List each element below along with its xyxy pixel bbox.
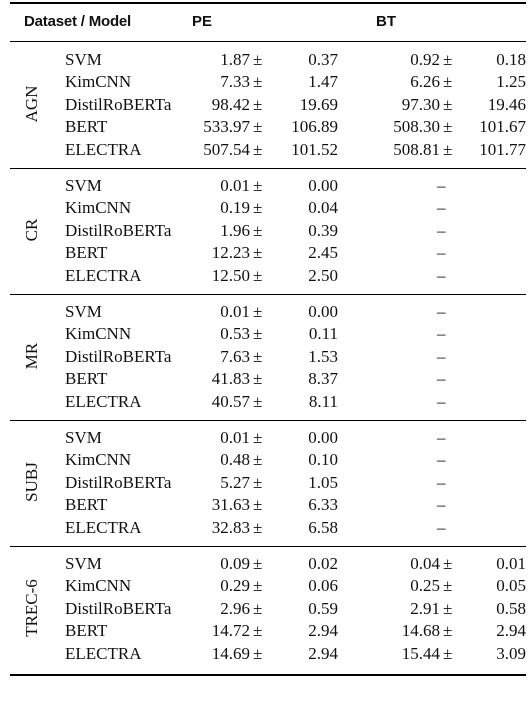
pe-mean: 12.23 bbox=[211, 243, 250, 263]
bt-mean: 0.04 bbox=[410, 554, 440, 573]
pe-mean: 31.63 bbox=[211, 495, 250, 515]
pe-mean: 5.27 bbox=[220, 472, 250, 492]
bt-mean: 0.92 bbox=[410, 50, 440, 69]
pe-mean: 32.83 bbox=[211, 517, 250, 537]
pe-pm: ± bbox=[253, 598, 263, 618]
bt-mean: 508.81 bbox=[393, 139, 440, 159]
pe-std: 106.89 bbox=[291, 117, 338, 137]
bt-mean: 15.44 bbox=[401, 643, 440, 663]
bt-std: 101.77 bbox=[479, 139, 526, 159]
pe-mean: 0.09 bbox=[220, 554, 250, 573]
model-name: KimCNN bbox=[65, 72, 132, 92]
pe-std: 1.47 bbox=[308, 72, 338, 92]
pe-std: 8.37 bbox=[308, 369, 338, 389]
bt-pm: ± bbox=[443, 50, 453, 69]
pe-mean: 0.29 bbox=[220, 576, 250, 596]
pe-pm: ± bbox=[253, 243, 263, 263]
bt-pm: ± bbox=[443, 621, 453, 641]
dataset-label: TREC-6 bbox=[22, 579, 41, 637]
pe-pm: ± bbox=[253, 621, 263, 641]
bt-std: 0.01 bbox=[496, 554, 526, 573]
model-name: ELECTRA bbox=[65, 517, 142, 537]
model-name: KimCNN bbox=[65, 198, 132, 218]
pe-std: 6.33 bbox=[308, 495, 338, 515]
pe-mean: 14.69 bbox=[211, 643, 250, 663]
pe-mean: 0.01 bbox=[220, 428, 250, 447]
header-dataset-model: Dataset / Model bbox=[24, 13, 132, 30]
pe-std: 101.52 bbox=[291, 139, 338, 159]
pe-pm: ± bbox=[253, 428, 263, 447]
bt-dash: – bbox=[437, 220, 446, 240]
model-name: SVM bbox=[65, 302, 102, 321]
pe-std: 1.05 bbox=[308, 472, 338, 492]
pe-std: 0.02 bbox=[308, 554, 338, 573]
group-rule bbox=[10, 294, 526, 295]
bt-dash: – bbox=[437, 391, 446, 411]
bt-dash: – bbox=[437, 450, 446, 470]
pe-mean: 1.87 bbox=[220, 50, 250, 69]
bottom-rule bbox=[10, 674, 526, 676]
pe-pm: ± bbox=[253, 198, 263, 218]
pe-pm: ± bbox=[253, 495, 263, 515]
model-name: DistilRoBERTa bbox=[65, 94, 172, 114]
pe-mean: 7.63 bbox=[220, 346, 250, 366]
bt-mean: 97.30 bbox=[401, 94, 440, 114]
bt-dash: – bbox=[437, 265, 446, 285]
pe-pm: ± bbox=[253, 302, 263, 321]
model-name: DistilRoBERTa bbox=[65, 472, 172, 492]
bt-dash: – bbox=[437, 428, 446, 447]
pe-mean: 0.48 bbox=[220, 450, 250, 470]
pe-std: 0.06 bbox=[308, 576, 338, 596]
bt-pm: ± bbox=[443, 72, 453, 92]
bt-pm: ± bbox=[443, 117, 453, 137]
pe-std: 2.94 bbox=[308, 621, 338, 641]
pe-std: 19.69 bbox=[299, 94, 338, 114]
pe-std: 1.53 bbox=[308, 346, 338, 366]
bt-std: 19.46 bbox=[487, 94, 526, 114]
pe-mean: 507.54 bbox=[203, 139, 250, 159]
pe-mean: 41.83 bbox=[211, 369, 250, 389]
pe-mean: 0.53 bbox=[220, 324, 250, 344]
model-name: BERT bbox=[65, 621, 108, 641]
model-name: KimCNN bbox=[65, 324, 132, 344]
bt-dash: – bbox=[437, 176, 446, 195]
pe-std: 8.11 bbox=[308, 391, 338, 411]
dataset-label: CR bbox=[22, 218, 41, 242]
pe-mean: 1.96 bbox=[220, 220, 250, 240]
model-name: BERT bbox=[65, 495, 108, 515]
model-name: KimCNN bbox=[65, 450, 132, 470]
header-pe: PE bbox=[192, 13, 213, 30]
pe-std: 2.45 bbox=[308, 243, 338, 263]
pe-std: 0.37 bbox=[308, 50, 338, 69]
pe-std: 0.39 bbox=[308, 220, 338, 240]
bt-dash: – bbox=[437, 302, 446, 321]
group-rule bbox=[10, 546, 526, 547]
model-name: SVM bbox=[65, 176, 102, 195]
pe-mean: 2.96 bbox=[220, 598, 250, 618]
pe-pm: ± bbox=[253, 50, 263, 69]
bt-mean: 0.25 bbox=[410, 576, 440, 596]
bt-mean: 508.30 bbox=[393, 117, 440, 137]
bt-pm: ± bbox=[443, 554, 453, 573]
model-name: BERT bbox=[65, 369, 108, 389]
bt-pm: ± bbox=[443, 576, 453, 596]
bt-dash: – bbox=[437, 369, 446, 389]
pe-std: 0.00 bbox=[308, 302, 338, 321]
dataset-label: AGN bbox=[22, 85, 41, 123]
group-rule bbox=[10, 168, 526, 169]
pe-pm: ± bbox=[253, 472, 263, 492]
model-name: ELECTRA bbox=[65, 139, 142, 159]
pe-mean: 14.72 bbox=[211, 621, 250, 641]
bt-dash: – bbox=[437, 198, 446, 218]
group-rule bbox=[10, 420, 526, 421]
model-name: DistilRoBERTa bbox=[65, 346, 172, 366]
pe-mean: 0.01 bbox=[220, 302, 250, 321]
bt-mean: 6.26 bbox=[410, 72, 440, 92]
pe-std: 0.11 bbox=[308, 324, 338, 344]
model-name: BERT bbox=[65, 243, 108, 263]
bt-pm: ± bbox=[443, 598, 453, 618]
pe-mean: 40.57 bbox=[211, 391, 250, 411]
bt-std: 101.67 bbox=[479, 117, 526, 137]
pe-pm: ± bbox=[253, 176, 263, 195]
bt-mean: 2.91 bbox=[410, 598, 440, 618]
pe-pm: ± bbox=[253, 391, 263, 411]
top-rule bbox=[10, 2, 526, 4]
pe-pm: ± bbox=[253, 450, 263, 470]
pe-pm: ± bbox=[253, 117, 263, 137]
dataset-label: MR bbox=[22, 342, 41, 370]
model-name: DistilRoBERTa bbox=[65, 598, 172, 618]
bt-pm: ± bbox=[443, 139, 453, 159]
bt-dash: – bbox=[437, 346, 446, 366]
pe-pm: ± bbox=[253, 643, 263, 663]
pe-std: 6.58 bbox=[308, 517, 338, 537]
pe-std: 2.94 bbox=[308, 643, 338, 663]
model-name: ELECTRA bbox=[65, 391, 142, 411]
bt-dash: – bbox=[437, 324, 446, 344]
pe-pm: ± bbox=[253, 324, 263, 344]
pe-pm: ± bbox=[253, 554, 263, 573]
pe-pm: ± bbox=[253, 265, 263, 285]
model-name: DistilRoBERTa bbox=[65, 220, 172, 240]
pe-pm: ± bbox=[253, 576, 263, 596]
pe-std: 2.50 bbox=[308, 265, 338, 285]
bt-pm: ± bbox=[443, 643, 453, 663]
dataset-label: SUBJ bbox=[22, 462, 41, 502]
header-rule bbox=[10, 41, 526, 42]
pe-pm: ± bbox=[253, 369, 263, 389]
pe-mean: 7.33 bbox=[220, 72, 250, 92]
model-name: ELECTRA bbox=[65, 265, 142, 285]
bt-std: 3.09 bbox=[496, 643, 526, 663]
bt-std: 0.05 bbox=[496, 576, 526, 596]
pe-std: 0.10 bbox=[308, 450, 338, 470]
header-bt: BT bbox=[376, 13, 396, 30]
pe-mean: 12.50 bbox=[211, 265, 250, 285]
bt-dash: – bbox=[437, 243, 446, 263]
model-name: SVM bbox=[65, 428, 102, 447]
pe-mean: 98.42 bbox=[211, 94, 250, 114]
bt-std: 0.18 bbox=[496, 50, 526, 69]
pe-mean: 0.01 bbox=[220, 176, 250, 195]
pe-mean: 0.19 bbox=[220, 198, 250, 218]
bt-std: 2.94 bbox=[496, 621, 526, 641]
bt-std: 0.58 bbox=[496, 598, 526, 618]
pe-pm: ± bbox=[253, 94, 263, 114]
model-name: KimCNN bbox=[65, 576, 132, 596]
model-name: BERT bbox=[65, 117, 108, 137]
model-name: SVM bbox=[65, 554, 102, 573]
pe-std: 0.59 bbox=[308, 598, 338, 618]
pe-pm: ± bbox=[253, 220, 263, 240]
pe-pm: ± bbox=[253, 517, 263, 537]
bt-dash: – bbox=[437, 495, 446, 515]
bt-std: 1.25 bbox=[496, 72, 526, 92]
model-name: ELECTRA bbox=[65, 643, 142, 663]
pe-pm: ± bbox=[253, 139, 263, 159]
pe-mean: 533.97 bbox=[203, 117, 250, 137]
model-name: SVM bbox=[65, 50, 102, 69]
bt-pm: ± bbox=[443, 94, 453, 114]
pe-std: 0.04 bbox=[308, 198, 338, 218]
pe-pm: ± bbox=[253, 72, 263, 92]
pe-std: 0.00 bbox=[308, 176, 338, 195]
bt-dash: – bbox=[437, 472, 446, 492]
bt-mean: 14.68 bbox=[401, 621, 440, 641]
bt-dash: – bbox=[437, 517, 446, 537]
pe-std: 0.00 bbox=[308, 428, 338, 447]
pe-pm: ± bbox=[253, 346, 263, 366]
